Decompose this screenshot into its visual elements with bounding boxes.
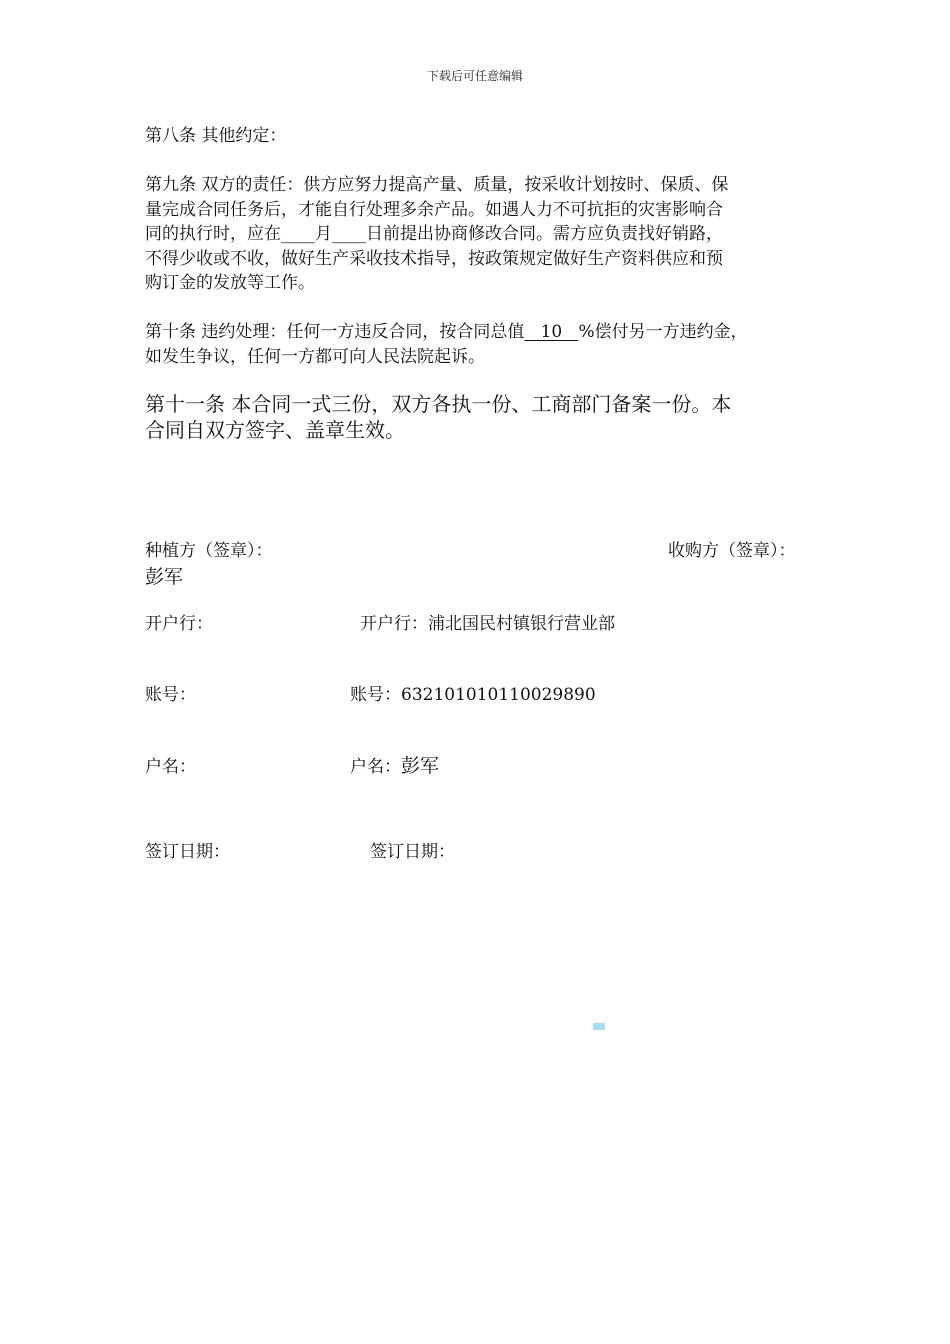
article-11-line-2: 合同自双方签字、盖章生效。 — [145, 418, 405, 442]
article-10 — [145, 320, 748, 369]
article-9-line-5: 购订金的发放等工作。 — [145, 273, 315, 293]
planter-signature-label: 种植方（签章）： — [145, 541, 273, 561]
month-label: 月 — [315, 224, 332, 244]
article-9-line-4: 不得少收或不收，做好生产采收技术指导，按政策规定做好生产资料供应和预 — [145, 248, 723, 269]
article-9 — [145, 173, 728, 296]
highlight-mark — [593, 1023, 605, 1030]
article-10-line-1 — [145, 320, 748, 345]
article-9-line-3-a: 同的执行时，应在 — [145, 224, 281, 244]
month-blank: ____ — [281, 224, 315, 244]
article-9-line-2: 量完成合同任务后，才能自行处理多余产品。如遇人力不可抗拒的灾害影响合 — [145, 199, 723, 220]
article-11-line-1: 第十一条 本合同一式三份，双方各执一份、工商部门备案一份。本 — [145, 392, 732, 416]
article-10-line-2: 如发生争议，任何一方都可向人民法院起诉。 — [145, 346, 485, 367]
buyer-holder-label: 户名： — [350, 757, 401, 777]
penalty-percent-value: 10 — [524, 322, 579, 342]
day-blank: ____ — [332, 224, 366, 244]
article-10-line-1-a: 第十条 违约处理：任何一方违反合同，按合同总值 — [145, 322, 525, 342]
article-10-line-1-b: %偿付另一方违约金， — [578, 322, 748, 342]
article-9-line-3 — [145, 222, 728, 247]
article-11 — [145, 391, 731, 443]
buyer-name: 彭军 — [145, 566, 184, 588]
planter-sign-date-label: 签订日期： — [145, 842, 230, 862]
buyer-account: 账号：632101010110029890 — [350, 685, 596, 705]
planter-bank-label: 开户行： — [145, 614, 213, 634]
page-header-note: 下载后可任意编辑 — [426, 69, 523, 83]
planter-holder-label: 户名： — [145, 757, 196, 777]
buyer-signature-label: 收购方（签章）： — [668, 541, 796, 561]
article-8: 第八条 其他约定： — [145, 126, 287, 146]
planter-account-label: 账号： — [145, 685, 196, 705]
buyer-holder — [350, 751, 439, 778]
buyer-bank: 开户行：浦北国民村镇银行营业部 — [360, 614, 615, 634]
article-9-line-3-e: 日前提出协商修改合同。需方应负责找好销路， — [366, 224, 723, 244]
buyer-sign-date-label: 签订日期： — [370, 842, 455, 862]
article-9-line-1: 第九条 双方的责任：供方应努力提高产量、质量，按采收计划按时、保质、保 — [145, 175, 729, 195]
buyer-holder-name: 彭军 — [401, 755, 440, 777]
